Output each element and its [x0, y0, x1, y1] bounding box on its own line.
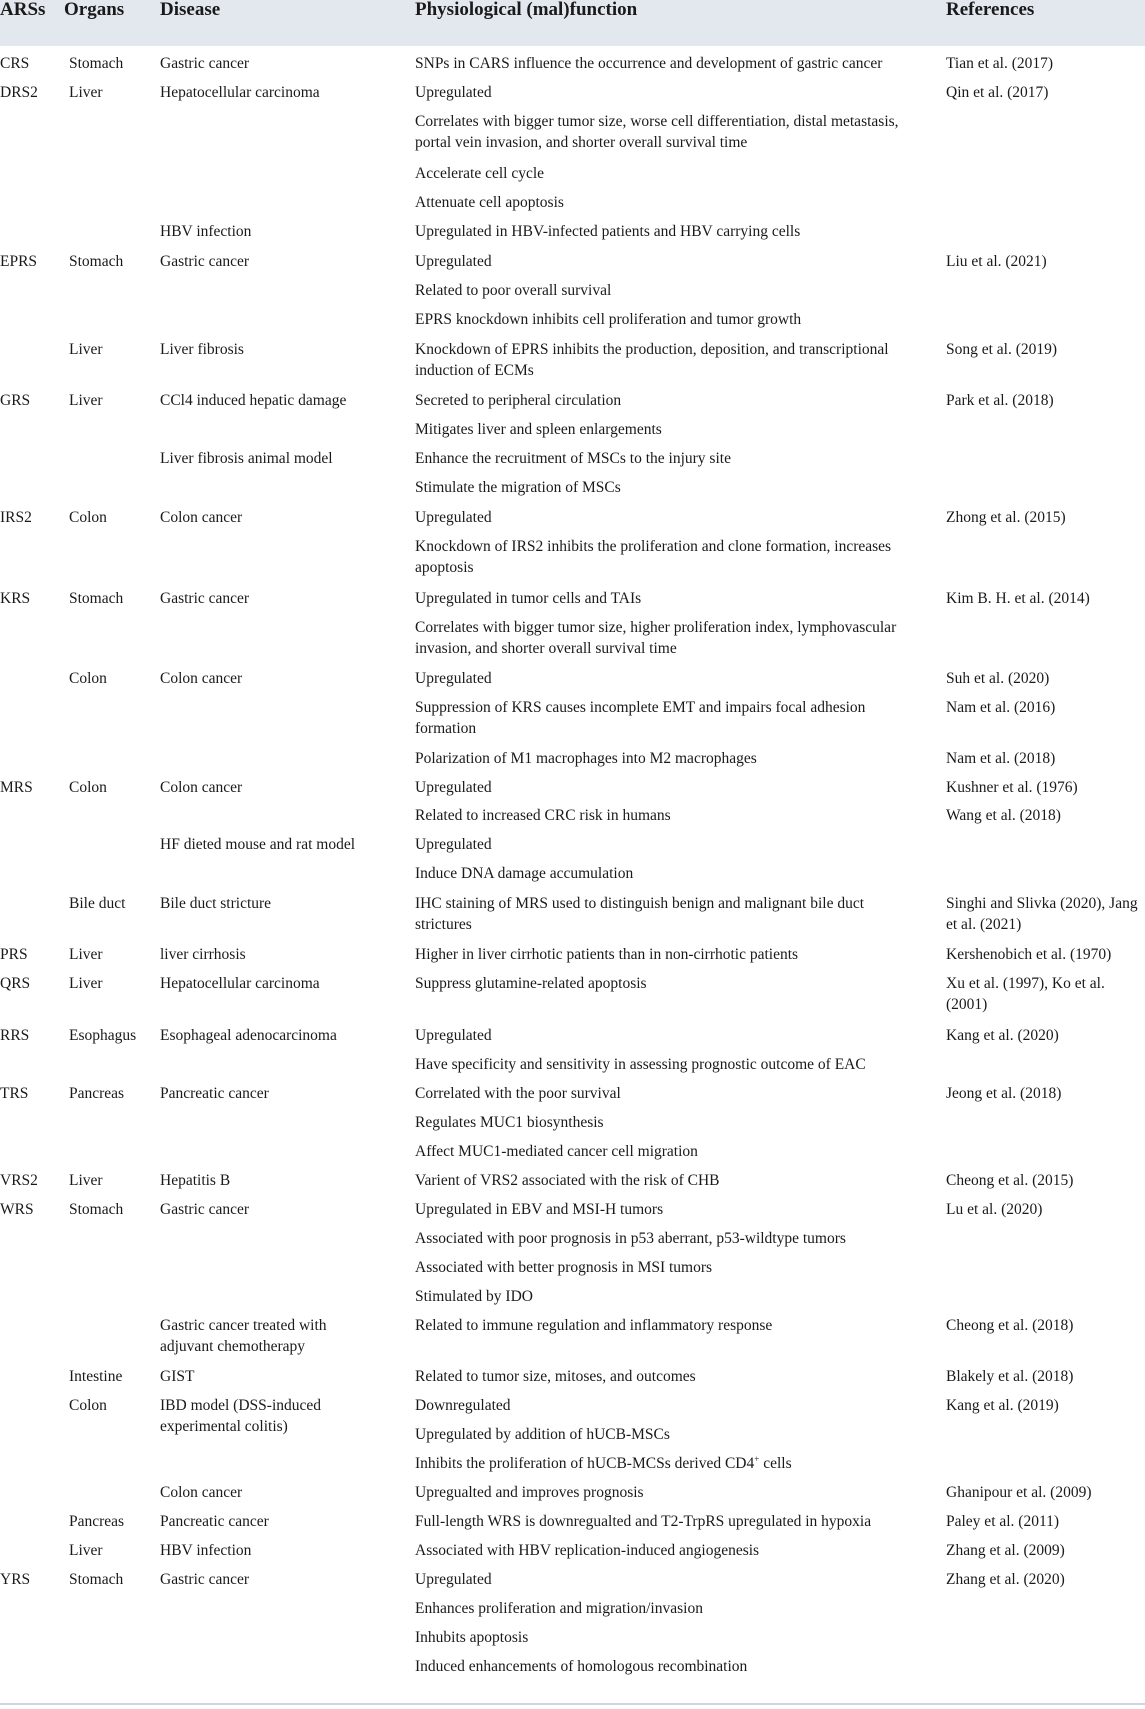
reference-cell: Cheong et al. (2015): [946, 1172, 1074, 1189]
ars-cell: CRS: [0, 55, 30, 72]
function-cell: Associated with better prognosis in MSI tumors: [415, 1259, 713, 1276]
function-cell: Upregulated: [415, 779, 492, 796]
function-cell: invasion, and shorter overall survival time: [415, 640, 677, 657]
disease-cell: Gastric cancer: [160, 1201, 250, 1218]
ars-cell: EPRS: [0, 253, 38, 270]
reference-cell: Tian et al. (2017): [946, 55, 1054, 72]
disease-cell: GIST: [160, 1368, 195, 1385]
function-cell: Mitigates liver and spleen enlargements: [415, 421, 662, 438]
reference-cell: Cheong et al. (2018): [946, 1317, 1074, 1334]
header-ars: ARSs: [0, 0, 46, 20]
disease-cell: Bile duct stricture: [160, 895, 272, 912]
disease-cell: Liver fibrosis animal model: [160, 450, 333, 467]
organ-cell: Bile duct: [69, 895, 126, 912]
function-cell: Correlated with the poor survival: [415, 1085, 621, 1102]
reference-cell: Singhi and Slivka (2020), Jang: [946, 895, 1138, 912]
function-cell: Stimulated by IDO: [415, 1288, 533, 1305]
organ-cell: Liver: [69, 392, 103, 409]
organ-cell: Colon: [69, 509, 107, 526]
reference-cell: Kang et al. (2019): [946, 1397, 1059, 1414]
function-cell: Higher in liver cirrhotic patients than in non-cirrhotic patients: [415, 946, 799, 963]
reference-cell: Suh et al. (2020): [946, 670, 1050, 687]
ars-cell: QRS: [0, 975, 31, 992]
disease-cell: Gastric cancer: [160, 253, 250, 270]
disease-cell: Colon cancer: [160, 779, 243, 796]
header-organs: Organs: [64, 0, 125, 20]
disease-cell: HBV infection: [160, 1542, 252, 1559]
function-cell: Upregulated: [415, 670, 492, 687]
function-cell: Enhances proliferation and migration/invasion: [415, 1600, 703, 1617]
disease-cell: Gastric cancer: [160, 1571, 250, 1588]
function-cell: Secreted to peripheral circulation: [415, 392, 622, 409]
organ-cell: Colon: [69, 779, 107, 796]
disease-cell: IBD model (DSS-induced: [160, 1397, 322, 1414]
function-cell: Stimulate the migration of MSCs: [415, 479, 621, 496]
disease-cell: experimental colitis): [160, 1418, 288, 1435]
reference-cell: Blakely et al. (2018): [946, 1368, 1074, 1385]
function-cell: Upregulated in HBV-infected patients and HBV carrying cells: [415, 223, 801, 240]
function-cell: Enhance the recruitment of MSCs to the injury site: [415, 450, 731, 467]
disease-cell: Pancreatic cancer: [160, 1085, 269, 1102]
reference-cell: Paley et al. (2011): [946, 1513, 1060, 1530]
reference-cell: Liu et al. (2021): [946, 253, 1047, 270]
function-cell: Polarization of M1 macrophages into M2 macrophages: [415, 750, 757, 767]
function-cell: EPRS knockdown inhibits cell proliferation and tumor growth: [415, 311, 802, 328]
reference-cell: Kershenobich et al. (1970): [946, 946, 1112, 963]
function-cell: SNPs in CARS influence the occurrence and development of gastric cancer: [415, 55, 883, 72]
reference-cell: Xu et al. (1997), Ko et al.: [946, 975, 1105, 992]
reference-cell: Jeong et al. (2018): [946, 1085, 1062, 1102]
function-cell: apoptosis: [415, 559, 474, 576]
ars-cell: MRS: [0, 779, 33, 796]
disease-cell: Gastric cancer treated with: [160, 1317, 327, 1334]
header-disease: Disease: [160, 0, 221, 20]
organ-cell: Stomach: [69, 1571, 124, 1588]
header-references: References: [946, 0, 1035, 20]
reference-cell: Nam et al. (2016): [946, 699, 1056, 716]
reference-cell: Ghanipour et al. (2009): [946, 1484, 1092, 1501]
function-cell: Upregualted and improves prognosis: [415, 1484, 644, 1501]
reference-cell: Zhang et al. (2009): [946, 1542, 1065, 1559]
function-cell: formation: [415, 720, 477, 737]
ars-cell: PRS: [0, 946, 28, 963]
function-cell: Inhibits the proliferation of hUCB-MCSs derived CD4+ cells: [415, 1453, 792, 1472]
ars-cell: YRS: [0, 1571, 31, 1588]
ars-cell: WRS: [0, 1201, 34, 1218]
function-cell: induction of ECMs: [415, 362, 534, 379]
function-cell: Upregulated: [415, 836, 492, 853]
function-cell: Related to poor overall survival: [415, 282, 612, 299]
organ-cell: Stomach: [69, 590, 124, 607]
disease-cell: adjuvant chemotherapy: [160, 1338, 306, 1355]
function-cell: Upregulated: [415, 509, 492, 526]
organ-cell: Stomach: [69, 55, 124, 72]
reference-cell: Park et al. (2018): [946, 392, 1054, 409]
reference-cell: Zhang et al. (2020): [946, 1571, 1065, 1588]
function-cell: Varient of VRS2 associated with the risk of CHB: [415, 1172, 720, 1189]
function-cell: Knockdown of EPRS inhibits the production, deposition, and transcriptional: [415, 341, 889, 358]
disease-cell: Colon cancer: [160, 509, 243, 526]
reference-cell: Wang et al. (2018): [946, 807, 1061, 824]
ars-cell: GRS: [0, 392, 31, 409]
function-cell: Upregulated: [415, 1027, 492, 1044]
disease-cell: Gastric cancer: [160, 590, 250, 607]
function-cell: Related to tumor size, mitoses, and outcomes: [415, 1368, 696, 1385]
function-cell: Associated with poor prognosis in p53 aberrant, p53-wildtype tumors: [415, 1230, 846, 1247]
function-cell: Upregulated: [415, 1571, 492, 1588]
reference-cell: Lu et al. (2020): [946, 1201, 1043, 1218]
function-cell: Upregulated by addition of hUCB-MSCs: [415, 1426, 670, 1443]
function-cell: Upregulated in EBV and MSI-H tumors: [415, 1201, 664, 1218]
table-header: [0, 0, 1145, 46]
disease-cell: Hepatitis B: [160, 1172, 231, 1189]
function-cell: Downregulated: [415, 1397, 511, 1414]
reference-cell: Zhong et al. (2015): [946, 509, 1066, 526]
reference-cell: Kang et al. (2020): [946, 1027, 1059, 1044]
organ-cell: Liver: [69, 341, 103, 358]
reference-cell: (2001): [946, 996, 988, 1013]
disease-cell: Hepatocellular carcinoma: [160, 975, 320, 992]
organ-cell: Liver: [69, 1172, 103, 1189]
organ-cell: Pancreas: [69, 1085, 125, 1102]
function-cell: Induced enhancements of homologous recombination: [415, 1658, 748, 1675]
disease-cell: Colon cancer: [160, 1484, 243, 1501]
ars-cell: RRS: [0, 1027, 30, 1044]
disease-cell: Hepatocellular carcinoma: [160, 84, 320, 101]
ars-cell: DRS2: [0, 84, 38, 101]
ars-cell: TRS: [0, 1085, 29, 1102]
ars-cell: IRS2: [0, 509, 32, 526]
ars-cell: KRS: [0, 590, 31, 607]
function-cell: Upregulated: [415, 253, 492, 270]
organ-cell: Liver: [69, 1542, 103, 1559]
organ-cell: Pancreas: [69, 1513, 125, 1530]
ars-cell: VRS2: [0, 1172, 38, 1189]
reference-cell: Qin et al. (2017): [946, 84, 1049, 101]
function-cell: Accelerate cell cycle: [415, 165, 545, 182]
reference-cell: Song et al. (2019): [946, 341, 1058, 358]
function-cell: IHC staining of MRS used to distinguish benign and malignant bile duct: [415, 895, 865, 912]
disease-cell: Liver fibrosis: [160, 341, 244, 358]
function-cell: portal vein invasion, and shorter overall survival time: [415, 134, 748, 151]
organ-cell: Stomach: [69, 1201, 124, 1218]
function-cell: Affect MUC1-mediated cancer cell migration: [415, 1143, 698, 1160]
disease-cell: HBV infection: [160, 223, 252, 240]
reference-cell: et al. (2021): [946, 916, 1022, 933]
function-cell: Inhubits apoptosis: [415, 1629, 529, 1646]
function-cell: Suppression of KRS causes incomplete EMT and impairs focal adhesion: [415, 699, 866, 716]
function-cell: Regulates MUC1 biosynthesis: [415, 1114, 604, 1131]
function-cell: Upregulated: [415, 84, 492, 101]
function-cell: Correlates with bigger tumor size, higher proliferation index, lymphovascular: [415, 619, 897, 636]
function-cell: Associated with HBV replication-induced angiogenesis: [415, 1542, 760, 1559]
reference-cell: Kim B. H. et al. (2014): [946, 590, 1090, 607]
reference-cell: Kushner et al. (1976): [946, 779, 1078, 796]
organ-cell: Liver: [69, 946, 103, 963]
organ-cell: Liver: [69, 975, 103, 992]
organ-cell: Liver: [69, 84, 103, 101]
reference-cell: Nam et al. (2018): [946, 750, 1056, 767]
organ-cell: Esophagus: [69, 1027, 137, 1044]
function-cell: Attenuate cell apoptosis: [415, 194, 564, 211]
function-cell: Upregulated in tumor cells and TAIs: [415, 590, 642, 607]
organ-cell: Stomach: [69, 253, 124, 270]
header-function: Physiological (mal)function: [415, 0, 638, 20]
function-cell: Suppress glutamine-related apoptosis: [415, 975, 647, 992]
function-cell: strictures: [415, 916, 472, 933]
disease-cell: Esophageal adenocarcinoma: [160, 1027, 337, 1044]
organ-cell: Colon: [69, 1397, 107, 1414]
disease-cell: liver cirrhosis: [160, 946, 246, 963]
organ-cell: Colon: [69, 670, 107, 687]
organ-cell: Intestine: [69, 1368, 123, 1385]
disease-cell: HF dieted mouse and rat model: [160, 836, 355, 853]
disease-cell: Pancreatic cancer: [160, 1513, 269, 1530]
function-cell: Related to immune regulation and inflammatory response: [415, 1317, 773, 1334]
disease-cell: Colon cancer: [160, 670, 243, 687]
function-cell: Have specificity and sensitivity in assessing prognostic outcome of EAC: [415, 1056, 866, 1073]
function-cell: Knockdown of IRS2 inhibits the proliferation and clone formation, increases: [415, 538, 892, 555]
table-bottom-rule: [0, 1703, 1145, 1705]
disease-cell: Gastric cancer: [160, 55, 250, 72]
function-cell: Full-length WRS is downregualted and T2-TrpRS upregulated in hypoxia: [415, 1513, 872, 1530]
function-cell: Correlates with bigger tumor size, worse cell differentiation, distal metastasis,: [415, 113, 899, 130]
function-cell: Related to increased CRC risk in humans: [415, 807, 671, 824]
disease-cell: CCl4 induced hepatic damage: [160, 392, 347, 409]
function-cell: Induce DNA damage accumulation: [415, 865, 634, 882]
